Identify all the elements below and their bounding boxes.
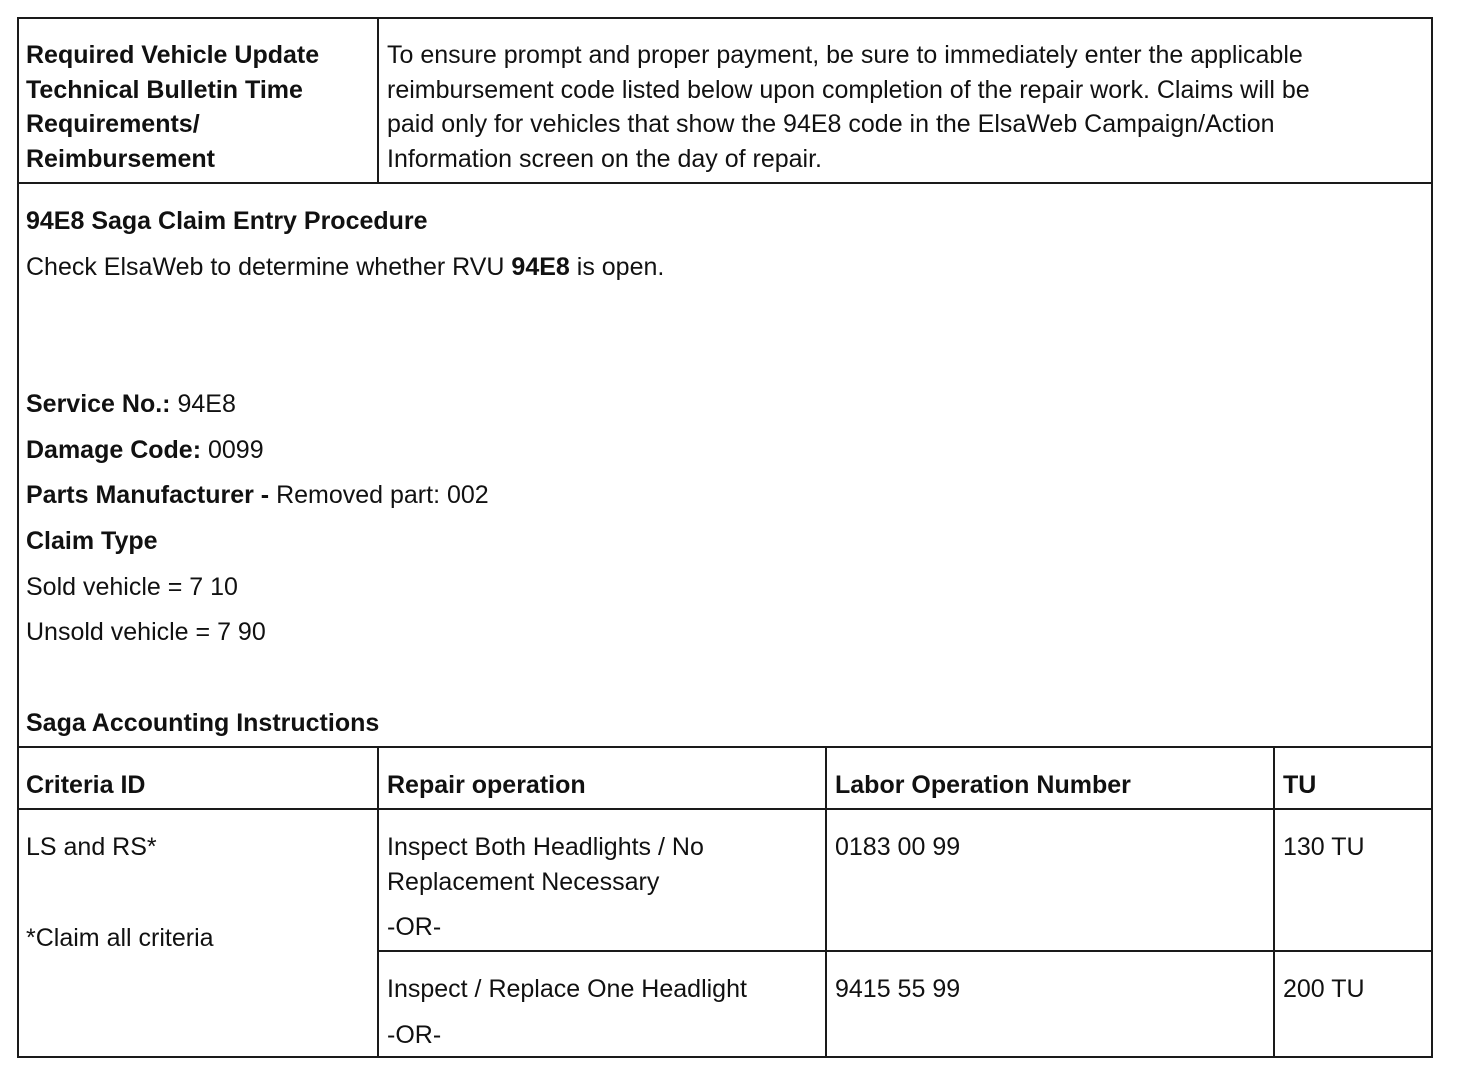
header-label-line: Required Vehicle Update — [26, 41, 320, 69]
table-row-1-or: -OR- — [387, 913, 442, 941]
procedure-title: 94E8 Saga Claim Entry Procedure — [26, 207, 428, 235]
parts-manufacturer-value: Removed part: 002 — [276, 481, 489, 509]
table-row-1-repair — [387, 830, 704, 899]
table-row-2-repair: Inspect / Replace One Headlight — [387, 975, 747, 1003]
header-text — [387, 38, 1310, 176]
header-label-line: Technical Bulletin Time — [26, 75, 303, 104]
table-col-divider-2 — [825, 746, 827, 1058]
header-text-line: paid only for vehicles that show the 94E8 code in the ElsaWeb Campaign/Action — [387, 110, 1275, 138]
sold-vehicle-code: Sold vehicle = 7 10 — [26, 573, 238, 601]
column-header-labor-operation-number: Labor Operation Number — [835, 771, 1131, 799]
table-row-1-labor-number: 0183 00 99 — [835, 833, 961, 861]
table-col-divider-3 — [1273, 746, 1275, 1058]
header-label-line: Reimbursement — [26, 144, 215, 173]
parts-manufacturer-label: Parts Manufacturer - — [26, 481, 277, 509]
header-text-line: To ensure prompt and proper payment, be sure to immediately enter the applicable — [387, 41, 1303, 69]
claim-type-label: Claim Type — [26, 527, 158, 555]
table-row-2-tu: 200 TU — [1283, 975, 1365, 1003]
criteria-note: *Claim all criteria — [26, 924, 214, 952]
table-row-1-tu: 130 TU — [1283, 833, 1365, 861]
check-elsaweb-instruction — [26, 250, 664, 285]
header-label-line: Requirements/ — [26, 110, 200, 138]
table-top-rule — [17, 746, 1433, 748]
column-header-criteria-id: Criteria ID — [26, 771, 146, 799]
criteria-value: LS and RS* — [26, 833, 157, 861]
table-header-rule — [17, 808, 1433, 810]
unsold-vehicle-code: Unsold vehicle = 7 90 — [26, 618, 266, 646]
repair-operation-line: Inspect Both Headlights / No — [387, 833, 704, 861]
check-prefix: Check ElsaWeb to determine whether RVU — [26, 253, 512, 281]
service-number-label: Service No.: — [26, 390, 171, 418]
column-header-tu: TU — [1283, 771, 1317, 799]
service-number-value: 94E8 — [170, 390, 236, 418]
check-code: 94E8 — [511, 253, 570, 281]
repair-operation-line: Replacement Necessary — [387, 867, 660, 896]
header-divider — [377, 17, 379, 184]
table-row-2-or: -OR- — [387, 1021, 442, 1049]
table-col-divider-1 — [377, 746, 379, 1058]
header-text-line: Information screen on the day of repair. — [387, 144, 822, 173]
column-header-repair-operation: Repair operation — [387, 771, 586, 799]
accounting-title: Saga Accounting Instructions — [26, 709, 380, 737]
damage-code-value: 0099 — [201, 436, 264, 464]
service-number — [26, 387, 236, 422]
damage-code — [26, 433, 264, 468]
check-suffix: is open. — [569, 253, 665, 281]
header-label — [26, 38, 319, 176]
table-row-2-labor-number: 9415 55 99 — [835, 975, 961, 1003]
header-bottom-rule — [17, 182, 1433, 184]
damage-code-label: Damage Code: — [26, 436, 202, 464]
header-text-line: reimbursement code listed below upon completion of the repair work. Claims will be — [387, 75, 1310, 104]
parts-manufacturer — [26, 478, 489, 513]
